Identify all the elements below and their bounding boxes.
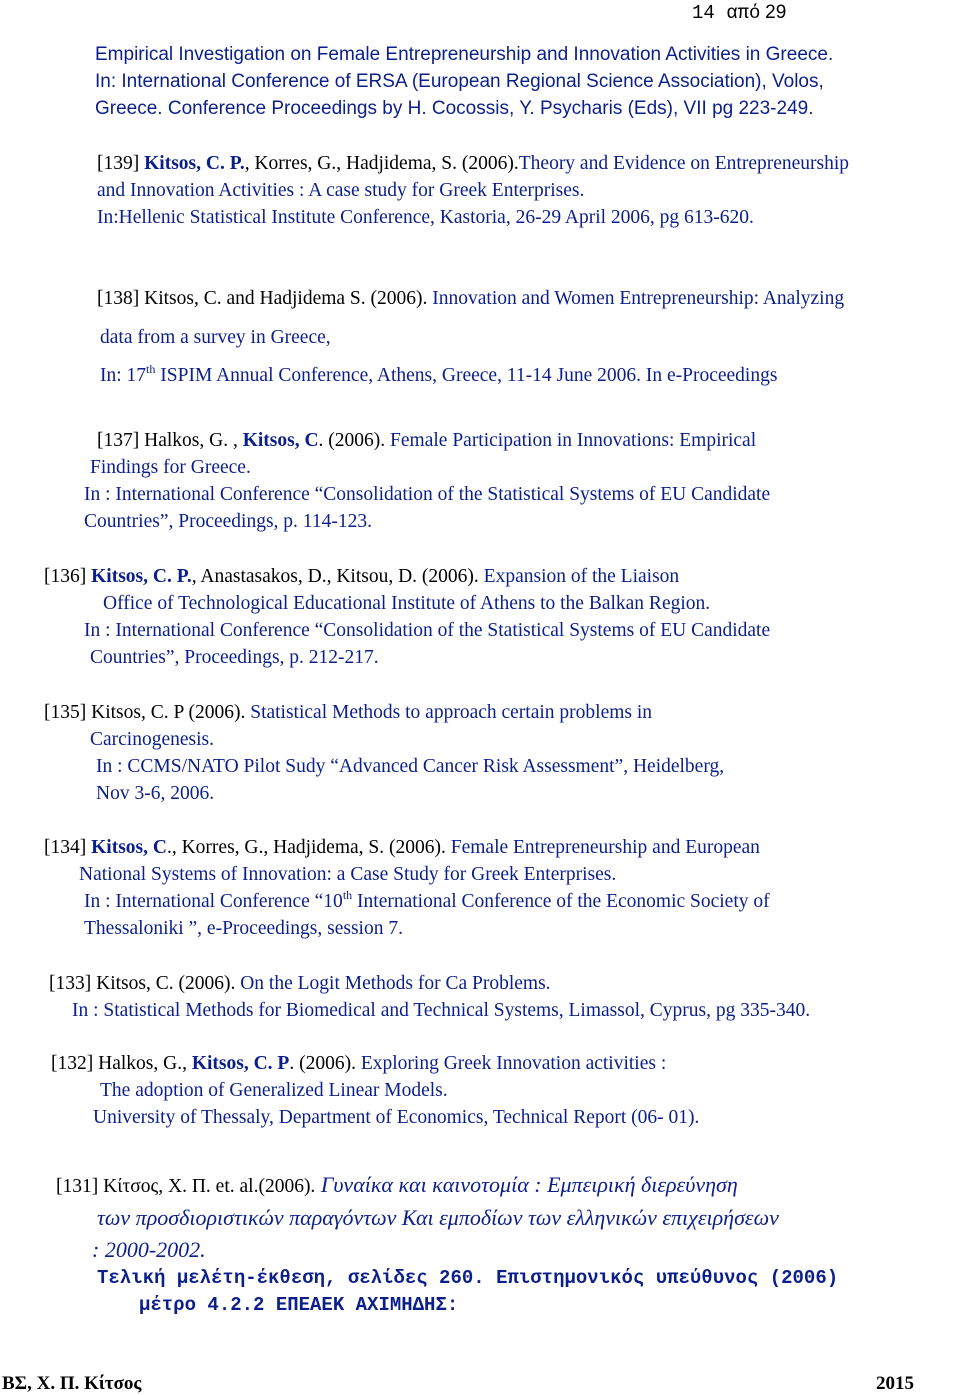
author-highlight: Kitsos, C. P. (91, 566, 192, 587)
entry-line: μέτρο 4.2.2 ΕΠΕΑΕΚ ΑΧΙΜΗΔΗΣ: (139, 1294, 459, 1316)
entry-number: [136] (44, 566, 92, 587)
entry-line: data from a survey in Greece, (100, 327, 331, 348)
entry-line: Carcinogenesis. (90, 729, 215, 750)
entry-title: Expansion of the Liaison (478, 566, 680, 587)
entry-heading-line (97, 429, 756, 453)
entry-authors: , Anastasakos, D., Kitsou, D. (2006). (191, 566, 479, 587)
entry-heading-line (56, 1173, 738, 1199)
entry-authors: . (2006). (289, 1053, 356, 1074)
entry-number: [139] (97, 153, 145, 174)
entry-number: [135] (44, 702, 92, 723)
entry-line: In: International Conference of ERSA (European Regional Science Association), Volos, (95, 71, 824, 92)
entry-authors: , Korres, G., Hadjidema, S. (2006). (244, 153, 519, 174)
entry-title: Female Entrepreneurship and European (445, 837, 760, 858)
entry-heading-line (44, 836, 760, 860)
entry-line: In : Statistical Methods for Biomedical and Technical Systems, Limassol, Cyprus, pg 335-340. (72, 1000, 811, 1021)
page-number (692, 2, 786, 24)
entry-line: In:Hellenic Statistical Institute Conference, Kastoria, 26-29 April 2006, pg 613-620. (97, 207, 754, 228)
entry-number: [137] Halkos, G. , (97, 430, 243, 451)
entry-title: Γυναίκα και καινοτομία : Εμπειρική διερεύνηση (315, 1172, 738, 1197)
entry-line: In: 17th ISPIM Annual Conference, Athens, Greece, 11-14 June 2006. In e-Proceedings (100, 361, 778, 386)
entry-authors: Kitsos, C. and Hadjidema S. (2006). (144, 288, 428, 309)
entry-heading-line (51, 1052, 666, 1076)
entry-title: Female Participation in Innovations: Empirical (385, 430, 757, 451)
entry-authors: Kitsos, C. P (2006). (91, 702, 246, 723)
entry-line: Greece. Conference Proceedings by H. Cocossis, Y. Psycharis (Eds), VII pg 223-249. (95, 98, 814, 119)
entry-heading-line (44, 565, 679, 589)
entry-line: Empirical Investigation on Female Entrepreneurship and Innovation Activities in Greece. (95, 44, 834, 65)
entry-title: Theory and Evidence on Entrepreneurship (518, 153, 850, 174)
entry-line: The adoption of Generalized Linear Models. (100, 1080, 448, 1101)
entry-number: [131] Κίτσος, Χ. Π. et. al.(2006). (56, 1176, 316, 1197)
entry-line: Findings for Greece. (90, 457, 251, 478)
author-highlight: Kitsos, C. P. (144, 153, 245, 174)
entry-line: Countries”, Proceedings, p. 114-123. (84, 511, 372, 532)
entry-line: In : International Conference “Consolidation of the Statistical Systems of EU Candidate (84, 484, 771, 505)
entry-line: University of Thessaly, Department of Economics, Technical Report (06- 01). (93, 1107, 700, 1128)
entry-line: : 2000-2002. (92, 1237, 206, 1262)
entry-title: Exploring Greek Innovation activities : (355, 1053, 667, 1074)
entry-line: Nov 3-6, 2006. (96, 783, 215, 804)
entry-line: and Innovation Activities : A case study for Greek Enterprises. (97, 180, 585, 201)
entry-heading-line (49, 972, 551, 996)
entry-line: Countries”, Proceedings, p. 212-217. (90, 647, 379, 668)
entry-line: National Systems of Innovation: a Case Study for Greek Enterprises. (79, 864, 617, 885)
entry-authors: ., Korres, G., Hadjidema, S. (2006). (166, 837, 446, 858)
entry-title: Statistical Methods to approach certain problems in (245, 702, 653, 723)
entry-line: των προσδιοριστικών παραγόντων Και εμποδίων των ελληνικών επιχειρήσεων (97, 1205, 779, 1230)
report-type: Τελική μελέτη-έκθεση, σελίδες 260. (97, 1267, 485, 1289)
entry-number: [132] Halkos, G., (51, 1053, 192, 1074)
entry-title: On the Logit Methods for Ca Problems. (235, 973, 551, 994)
page-number-text: 14 από (692, 2, 761, 24)
entry-line: Thessaloniki ”, e-Proceedings, session 7. (84, 918, 403, 939)
scientific-lead: Επιστημονικός υπεύθυνος (2006) (484, 1267, 839, 1289)
entry-title: Innovation and Women Entrepreneurship: Analyzing (427, 288, 845, 309)
entry-line: In : International Conference “Consolidation of the Statistical Systems of EU Candidate (84, 620, 771, 641)
author-highlight: Kitsos, C. P (191, 1053, 290, 1074)
author-highlight: Kitsos, C (91, 837, 167, 858)
entry-heading-line (97, 287, 844, 311)
entry-heading-line (44, 701, 652, 725)
entry-authors: Kitsos, C. (2006). (96, 973, 236, 994)
entry-number: [138] (97, 288, 145, 309)
entry-number: [134] (44, 837, 92, 858)
page-number-value: 29 (765, 2, 787, 23)
entry-line (97, 1266, 838, 1290)
entry-number: [133] (49, 973, 97, 994)
footer-author: ΒΣ, Χ. Π. Κίτσος (2, 1373, 142, 1394)
author-highlight: Kitsos, C (242, 430, 319, 451)
footer-year: 2015 (876, 1373, 914, 1394)
entry-line: Office of Technological Educational Institute of Athens to the Balkan Region. (103, 593, 711, 614)
entry-authors: . (2006). (318, 430, 386, 451)
entry-line: In : International Conference “10th International Conference of the Economic Society of (84, 887, 770, 912)
entry-line: In : CCMS/NATO Pilot Sudy “Advanced Cancer Risk Assessment”, Heidelberg, (96, 756, 725, 777)
entry-heading-line (97, 152, 849, 176)
